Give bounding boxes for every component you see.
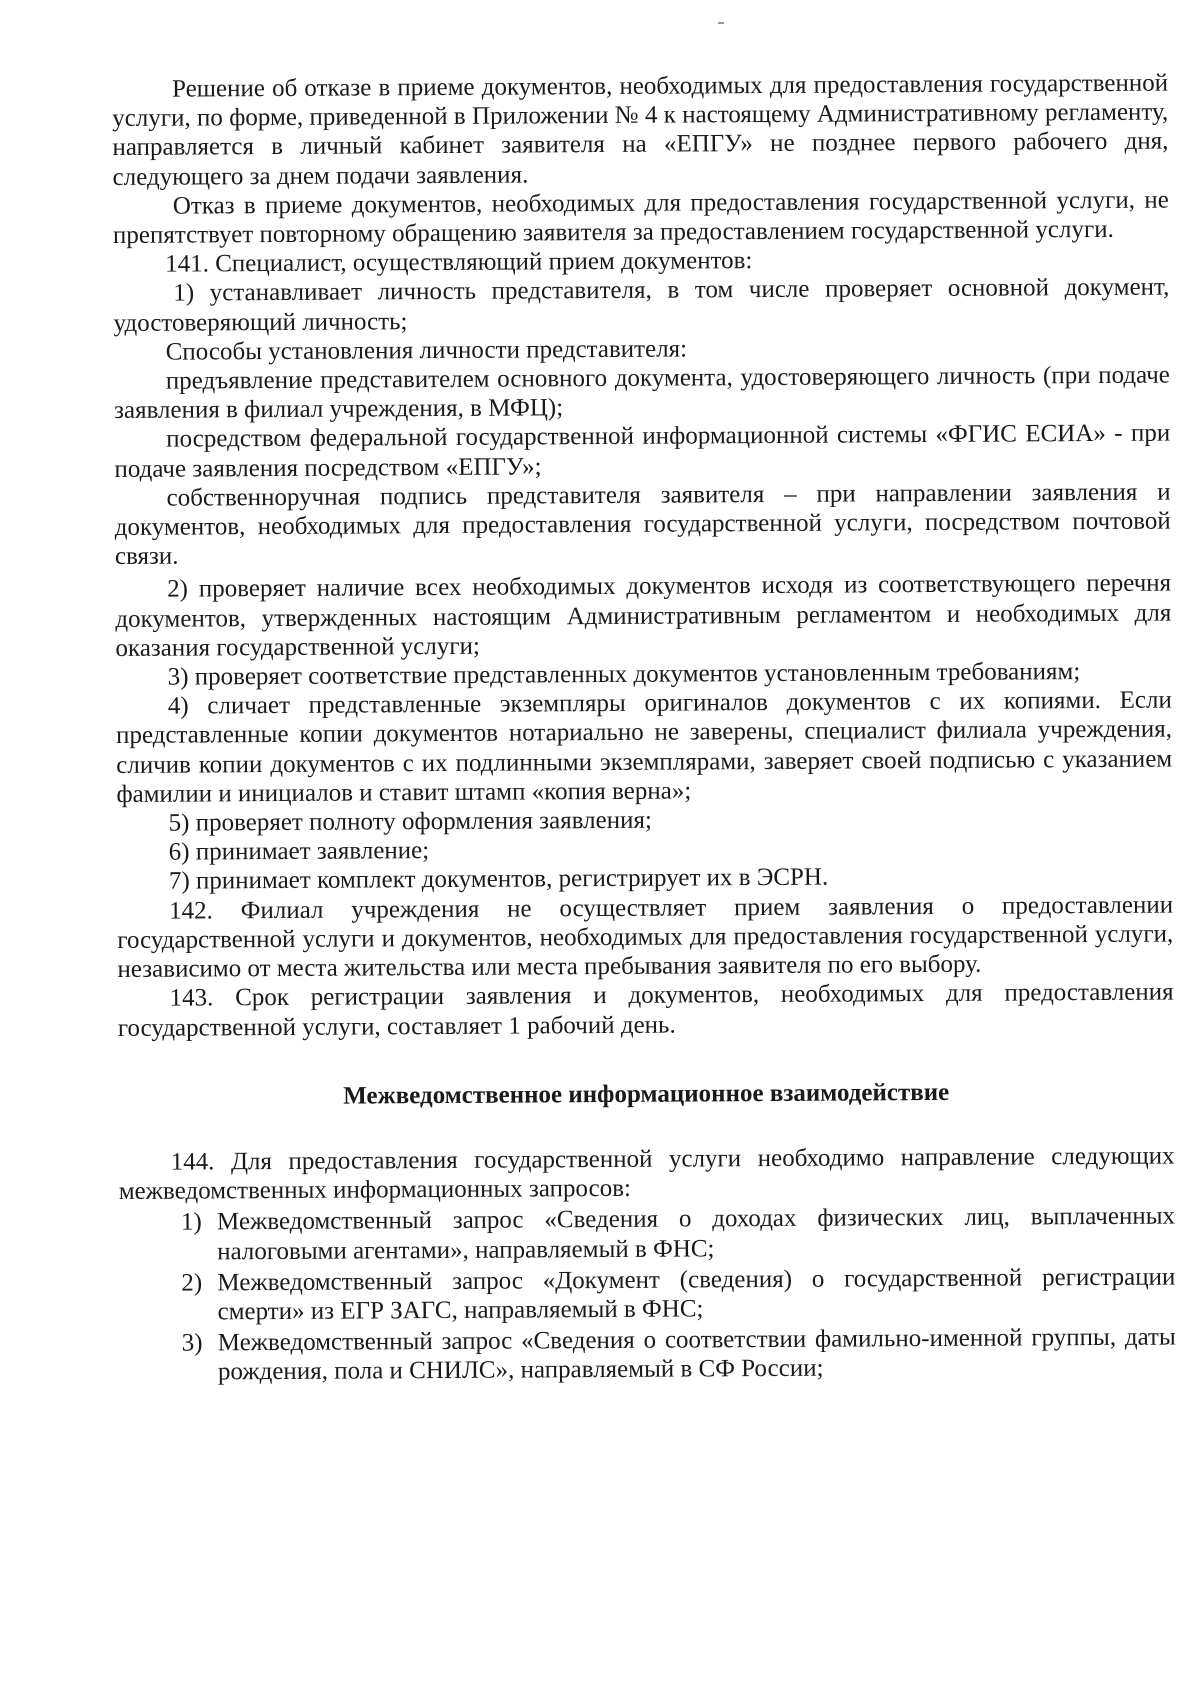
list-item — [181, 1202, 1175, 1266]
list-item — [182, 1323, 1176, 1387]
paragraph-method-esia: посредством федеральной государственной информационной системы «ФГИС ЕСИА» - при подаче заявления посредством «ЕПГУ»; — [114, 419, 1171, 483]
list-item-number: 1) — [180, 1208, 202, 1236]
paragraph-identification-methods: Способы установления личности представителя: — [165, 335, 688, 366]
document-page — [112, 69, 1176, 1388]
paragraph-refusal-decision: Решение об отказе в приеме документов, необходимых для предоставления государственной услуги, по форме, приведенной в Приложении № 4 к настоящему Административному регламенту, направляется в личный кабинет заявителя на «ЕПГУ» не позднее первого рабочего дня, следующего за днем подачи заявления. — [112, 69, 1169, 191]
paragraph-141-item-4: 4) сличает представленные экземпляры оригиналов документов с их копиями. Если представленные копии документов нотариально не заверены, специалист филиала учреждения, сличив копии документов с их подлинными экземплярами, заверяет своей подписью с указанием фамилии и инициалов и ставит штамп «копия верна»; — [115, 686, 1173, 808]
list-item-text: Межведомственный запрос «Документ (сведения) о государственной регистрации смерти» из ЕГР ЗАГС, направляемый в ФНС; — [217, 1263, 1176, 1326]
paragraph-141-item-7: 7) принимает комплект документов, регистрирует их в ЭСРН. — [168, 864, 829, 896]
list-item-text: Межведомственный запрос «Сведения о соответствии фамильно-именной группы, даты рождения, пола и СНИЛС», направляемый в СФ России; — [217, 1323, 1176, 1386]
paragraph-141-item-2: 2) проверяет наличие всех необходимых документов исходя из соответствующего перечня документов, утвержденных настоящим Административным регламентом и необходимых для оказания государственной услуги; — [115, 569, 1172, 662]
list-item — [181, 1262, 1175, 1326]
paragraph-141-item-1: 1) устанавливает личность представителя, в том числе проверяет основной документ, удостоверяющий личность; — [113, 273, 1170, 337]
paragraph-method-document: предъявление представителем основного документа, удостоверяющего личность (при подаче заявления в филиал учреждения, в МФЦ); — [113, 361, 1170, 425]
list-item-number: 3) — [181, 1329, 203, 1357]
paragraph-142: 142. Филиал учреждения не осуществляет прием заявления о предоставлении государственной услуги и документов, необходимых для предоставления государственной услуги, независимо от места жительства или места пребывания заявителя по его выбору. — [117, 891, 1174, 984]
paragraph-refusal-not-obstacle: Отказ в приеме документов, необходимых для предоставления государственной услуги, не препятствует повторному обращению заявителя за предоставлением государственной услуги. — [112, 186, 1169, 250]
list-item-number: 2) — [181, 1269, 203, 1297]
paragraph-method-signature: собственноручная подпись представителя заявителя – при направлении заявления и документов, необходимых для предоставления государственной услуги, посредством почтовой связи. — [114, 478, 1171, 571]
section-heading: Межведомственное информационное взаимодействие — [343, 1078, 950, 1110]
paragraph-141-item-3: 3) проверяет соответствие представленных документов установленным требованиям; — [167, 658, 1081, 691]
paragraph-141-item-6: 6) принимает заявление; — [168, 837, 430, 866]
paragraph-141-item-5: 5) проверяет полноту оформления заявления; — [168, 806, 652, 837]
scan-mark — [718, 22, 724, 24]
request-list — [119, 1202, 1176, 1388]
paragraph-144-intro: 144. Для предоставления государственной услуги необходимо направление следующих межведомственных информационных запросов: — [118, 1142, 1175, 1206]
list-item-text: Межведомственный запрос «Сведения о доходах физических лиц, выплаченных налоговыми агентами», направляемый в ФНС; — [216, 1202, 1176, 1265]
paragraph-143: 143. Срок регистрации заявления и документов, необходимых для предоставления государственной услуги, составляет 1 рабочий день. — [117, 978, 1174, 1042]
paragraph-141: 141. Специалист, осуществляющий прием документов: — [165, 247, 753, 278]
